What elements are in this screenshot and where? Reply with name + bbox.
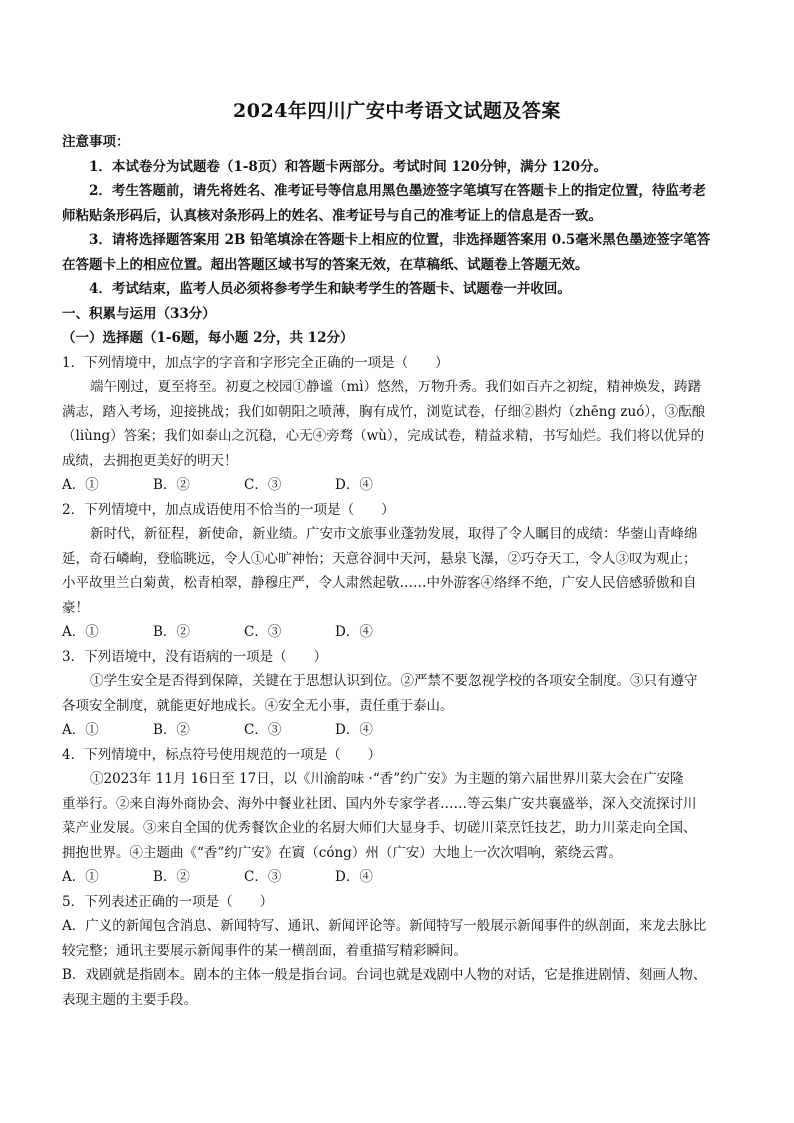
option-d: D．④ <box>335 477 373 493</box>
note-line: 3．请将选择题答案用 2B 铅笔填涂在答题卡上相应的位置，非选择题答案用 0.5毫米黑色墨迹签字笔答 <box>89 232 711 248</box>
question-3-options <box>62 718 734 743</box>
option-d: D．④ <box>335 624 373 640</box>
option-d: D．④ <box>335 869 373 885</box>
option-c: C．③ <box>244 624 282 640</box>
notes-heading: 注意事项： <box>62 134 130 150</box>
question-3-passage-line: ①学生安全是否得到保障，关键在于思想认识到位。②严禁不要忽视学校的各项安全制度。③只有遵守 <box>90 673 698 689</box>
option-c: C．③ <box>244 477 282 493</box>
question-4-passage-line: 拥抱世界。④主题曲《“香”约广安》在賨（cóng）州（广安）大地上一次次唱响，萦绕云霄。 <box>62 844 622 861</box>
option-c: C．③ <box>244 722 282 738</box>
option-b: B．② <box>153 477 190 493</box>
exam-content <box>62 130 734 1012</box>
question-2-passage-line: 小平故里兰白菊黄，松青柏翠，静穆庄严，令人肃然起敬……中外游客④络绎不绝，广安人民倍感骄傲和自 <box>62 575 697 591</box>
option-a: A．① <box>62 722 99 738</box>
question-5-option-line: 表现主题的主要手段。 <box>62 991 197 1008</box>
question-1-passage-line: 成绩，去拥抱更美好的明天！ <box>62 452 238 469</box>
section-heading: 一、积累与运用（33分） <box>62 305 216 322</box>
option-b: B．② <box>153 624 190 640</box>
question-4-passage-line: ①2023年 11月 16日至 17日，以《川渝韵味 ·“香”约广安》为主题的第六届世界川菜大会在广安隆 <box>90 771 684 787</box>
question-1-passage-line: （liùng）答案；我们如泰山之沉稳，心无④旁骛（wù），完成试卷，精益求精，书写灿烂。我们将以优异的 <box>62 428 705 444</box>
option-a: A．① <box>62 624 99 640</box>
question-5-stem: 5．下列表述正确的一项是（ ） <box>62 893 274 910</box>
question-1-stem: 1．下列情境中，加点字的字音和字形完全正确的一项是（ ） <box>62 354 449 371</box>
option-b: B．② <box>153 722 190 738</box>
question-1-passage-line: 端午刚过，夏至将至。初夏之校园①静谧（mì）悠然，万物升秀。我们如百卉之初绽，精神焕发，踌躇 <box>90 379 702 395</box>
question-4-options <box>62 865 734 890</box>
question-1-passage-line: 满志，踏入考场，迎接挑战；我们如朝阳之喷薄，胸有成竹，浏览试卷，仔细②斟灼（zhēng zuó），③酝酿 <box>62 403 706 420</box>
question-2-stem: 2．下列情境中，加点成语使用不恰当的一项是（ ） <box>62 501 395 518</box>
question-4-passage-line: 重举行。②来自海外商协会、海外中餐业社团、国内外专家学者……等云集广安共襄盛举，深入交流探讨川 <box>62 795 697 812</box>
note-line: 师粘贴条形码后，认真核对条形码上的姓名、准考证号与自己的准考证上的信息是否一致。 <box>62 207 602 224</box>
note-line: 在答题卡上的相应位置。超出答题区域书写的答案无效，在草稿纸、试题卷上答题无效。 <box>62 256 589 273</box>
question-2-passage-line: 延，奇石嶙峋，登临眺远，令人①心旷神怡；天意谷洞中天河，悬泉飞瀑，②巧夺天工，令人③叹为观止； <box>62 550 697 567</box>
question-5-option-line: B．戏剧就是指剧本。剧本的主体一般是指台词。台词也就是戏剧中人物的对话，它是推进剧情、刻画人物、 <box>62 967 707 983</box>
question-4-stem: 4．下列情境中，标点符号使用规范的一项是（ ） <box>62 746 382 763</box>
question-5-option-line: 较完整；通讯主要展示新闻事件的某一横剖面，着重描写精彩瞬间。 <box>62 942 467 959</box>
question-2-passage-line: 豪！ <box>62 599 89 616</box>
question-5-option-line: A．广义的新闻包含消息、新闻特写、通讯、新闻评论等。新闻特写一般展示新闻事件的纵剖面，来龙去脉比 <box>62 918 707 934</box>
note-line: 1．本试卷分为试题卷（1-8页）和答题卡两部分。考试时间 120分钟，满分 120分。 <box>89 158 608 175</box>
page-title: 2024年四川广安中考语文试题及答案 <box>233 100 561 122</box>
note-line: 4．考试结束，监考人员必须将参考学生和缺考学生的答题卡、试题卷一并收回。 <box>89 281 571 297</box>
option-b: B．② <box>153 869 190 885</box>
option-c: C．③ <box>244 869 282 885</box>
option-a: A．① <box>62 477 99 493</box>
question-2-passage-line: 新时代，新征程，新使命，新业绩。广安市文旅事业蓬勃发展，取得了令人瞩目的成绩：华蓥山青峰绵 <box>90 526 698 542</box>
question-3-passage-line: 各项安全制度，就能更好地成长。④安全无小事，责任重于泰山。 <box>62 697 454 714</box>
note-line: 2．考生答题前，请先将姓名、准考证号等信息用黑色墨迹签字笔填写在答题卡上的指定位置，待监考老 <box>89 183 706 199</box>
option-d: D．④ <box>335 722 373 738</box>
option-a: A．① <box>62 869 99 885</box>
question-2-options <box>62 620 734 645</box>
question-4-passage-line: 菜产业发展。③来自全国的优秀餐饮企业的名厨大师们大显身手、切磋川菜烹饪技艺，助力川菜走向全国、 <box>62 820 697 836</box>
question-3-stem: 3．下列语境中，没有语病的一项是（ ） <box>62 648 328 665</box>
subsection-heading: （一）选择题（1-6题，每小题 2分，共 12分） <box>62 330 354 346</box>
question-1-options <box>62 473 734 498</box>
